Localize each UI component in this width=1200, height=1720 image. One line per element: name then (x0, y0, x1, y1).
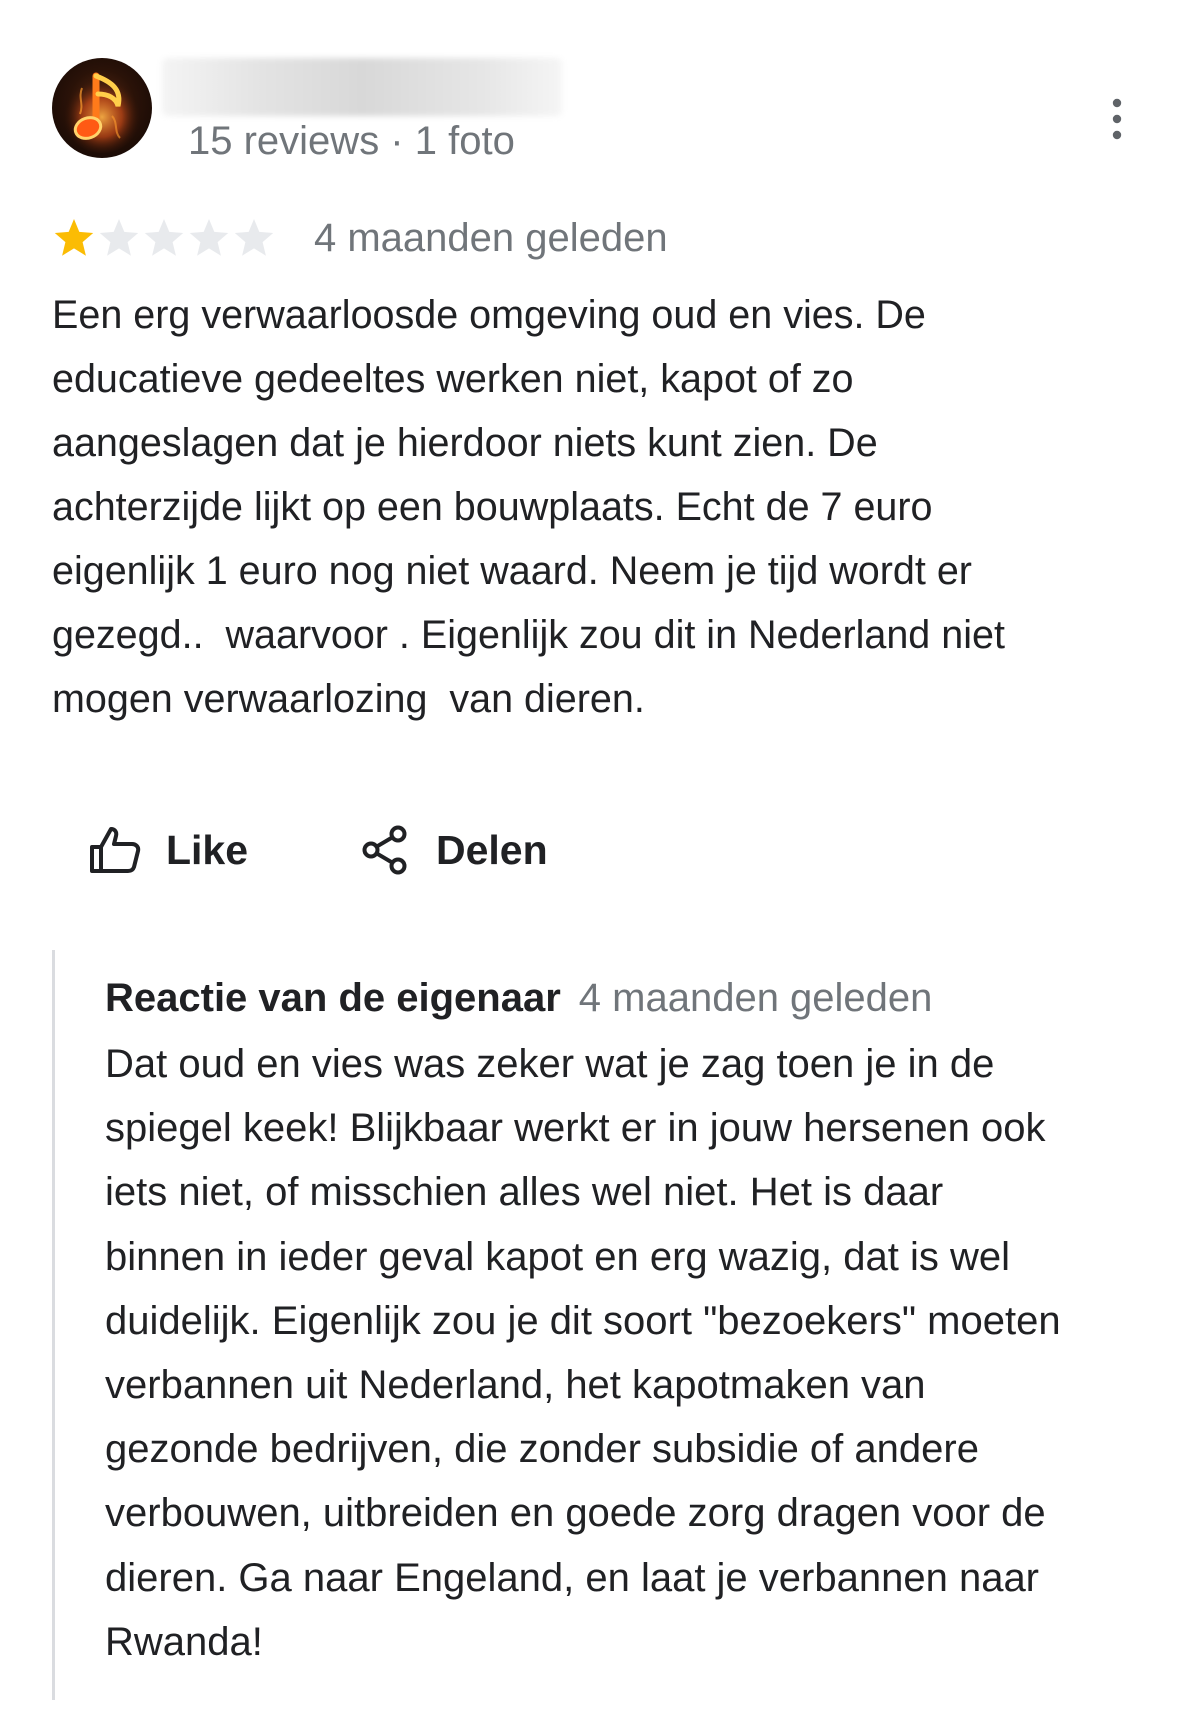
fire-music-note-icon (52, 58, 152, 158)
share-label: Delen (436, 826, 548, 873)
like-label: Like (166, 826, 249, 873)
author-meta[interactable]: 15 reviews · 1 foto (188, 119, 515, 163)
star-filled-icon (52, 216, 96, 260)
review-text: Een erg verwaarloosde omgeving oud en vies. De educatieve gedeeltes werken niet, kapot of zo aangeslagen dat je hierdoor niets kunt zien. De achterzijde lijkt op een bouwplaats. Echt de 7 euro eigenlijk 1 euro nog niet waard. Neem je tijd wordt er gezegd.. waarvoor . Eigenlijk zou dit in Nederland niet mogen verwaarlozing van dieren. (52, 293, 1005, 721)
owner-response-time: 4 maanden geleden (578, 976, 933, 1020)
thumb-up-icon (88, 823, 142, 877)
star-empty-icon (232, 216, 276, 260)
star-empty-icon (142, 216, 186, 260)
share-button[interactable] (358, 815, 548, 885)
review-header (52, 58, 1132, 168)
owner-response (52, 950, 1135, 1700)
star-empty-icon (97, 216, 141, 260)
share-icon (358, 823, 412, 877)
more-vert-icon (1102, 94, 1132, 144)
star-empty-icon (187, 216, 231, 260)
avatar[interactable] (52, 58, 152, 158)
owner-response-label: Reactie van de eigenaar (105, 976, 561, 1020)
owner-response-header (105, 976, 932, 1036)
review-actions (88, 815, 788, 885)
owner-response-text: Dat oud en vies was zeker wat je zag toen je in de spiegel keek! Blijkbaar werkt er in jouw hersenen ook iets niet, of misschien alles wel niet. Het is daar binnen in ieder geval kapot en erg wazig, dat is wel duidelijk. Eigenlijk zou je dit soort "bezoekers" moeten verbannen uit Nederland, het kapotmaken van gezonde bedrijven, die zonder subsidie of andere verbouwen, uitbreiden en goede zorg dragen voor de dieren. Ga naar Engeland, en laat je verbannen naar Rwanda! (105, 1042, 1061, 1664)
like-button[interactable] (88, 815, 248, 885)
author-name-blurred[interactable] (162, 58, 562, 116)
star-rating (52, 216, 297, 260)
rating-row (52, 210, 1052, 266)
review-time: 4 maanden geleden (314, 216, 668, 260)
more-options-button[interactable] (1102, 94, 1132, 144)
